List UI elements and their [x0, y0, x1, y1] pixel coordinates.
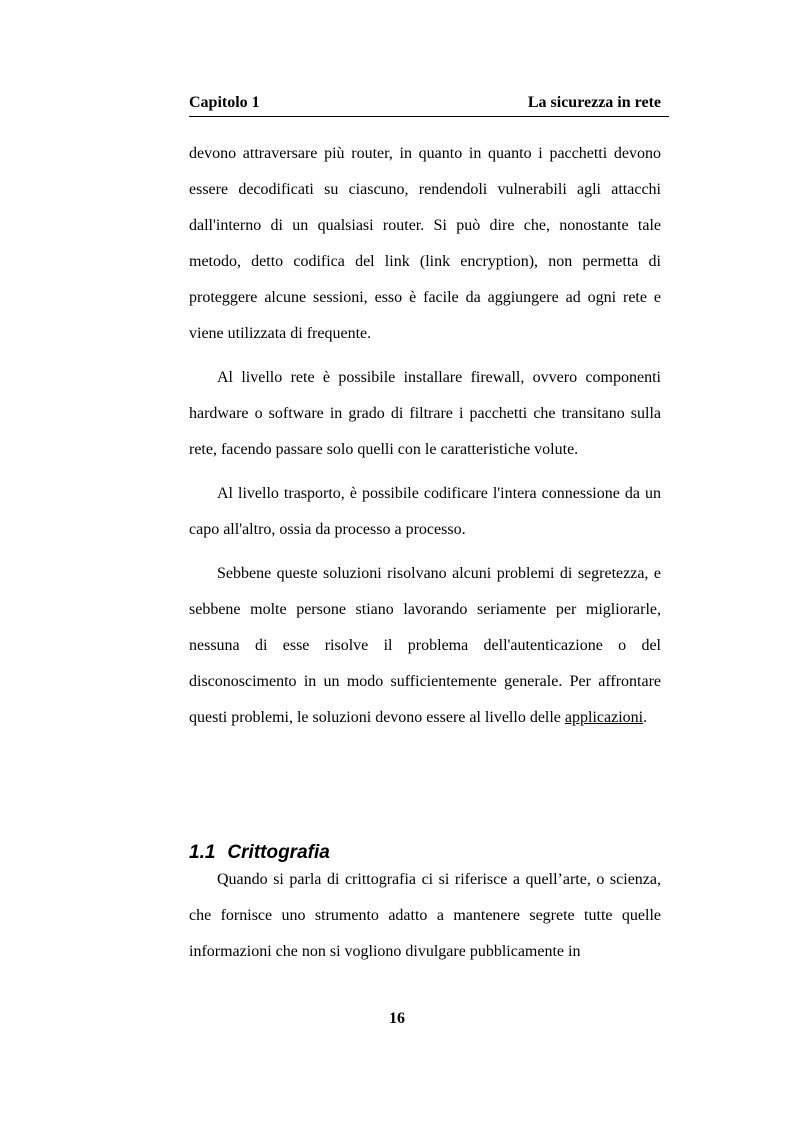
section-paragraph-1: Quando si parla di crittografia ci si riferisce a quell’arte, o scienza, che fornisce uno strumento adatto a mantenere segrete tutte quelle informazioni che non si vogliono divulgare pubblicamente in [189, 871, 661, 960]
applicazioni-link[interactable]: applicazioni [564, 709, 644, 726]
paragraph-3: Al livello trasporto, è possibile codificare l'intera connessione da un capo all'altro, ossia da processo a processo. [189, 485, 661, 538]
paragraph-4-end: . [643, 709, 648, 726]
body-text [189, 136, 661, 736]
section-title-text: Crittografia [227, 842, 330, 863]
section-number: 1.1 [189, 842, 216, 863]
paragraph-4-text: Sebbene queste soluzioni risolvano alcuni problemi di segretezza, e sebbene molte persone stiano lavorando seriamente per migliorarle, nessuna di esse risolve il problema dell'autenticazione o del disconoscimento in un modo sufficientemente generale. Per affrontare questi problemi, le soluzioni devono essere al livello delle [189, 565, 661, 726]
paragraph-4 [189, 556, 661, 736]
running-header [189, 94, 669, 117]
page-number: 16 [389, 1010, 405, 1027]
section-body [189, 862, 661, 970]
section-heading [189, 842, 330, 864]
paragraph-1: devono attraversare più router, in quanto in quanto i pacchetti devono essere decodificati su ciascuno, rendendoli vulnerabili agli attacchi dall'interno di un qualsiasi router. Si può dire che, nonostante tale metodo, detto codifica del link (link encryption), non permetta di proteggere alcune sessioni, esso è facile da aggiungere ad ogni rete e viene utilizzata di frequente. [189, 145, 661, 342]
paragraph-2: Al livello rete è possibile installare firewall, ovvero componenti hardware o software in grado di filtrare i pacchetti che transitano sulla rete, facendo passare solo quelli con le caratteristiche volute. [189, 369, 661, 458]
chapter-label: Capitolo 1 [189, 94, 260, 111]
chapter-title: La sicurezza in rete [527, 94, 661, 111]
